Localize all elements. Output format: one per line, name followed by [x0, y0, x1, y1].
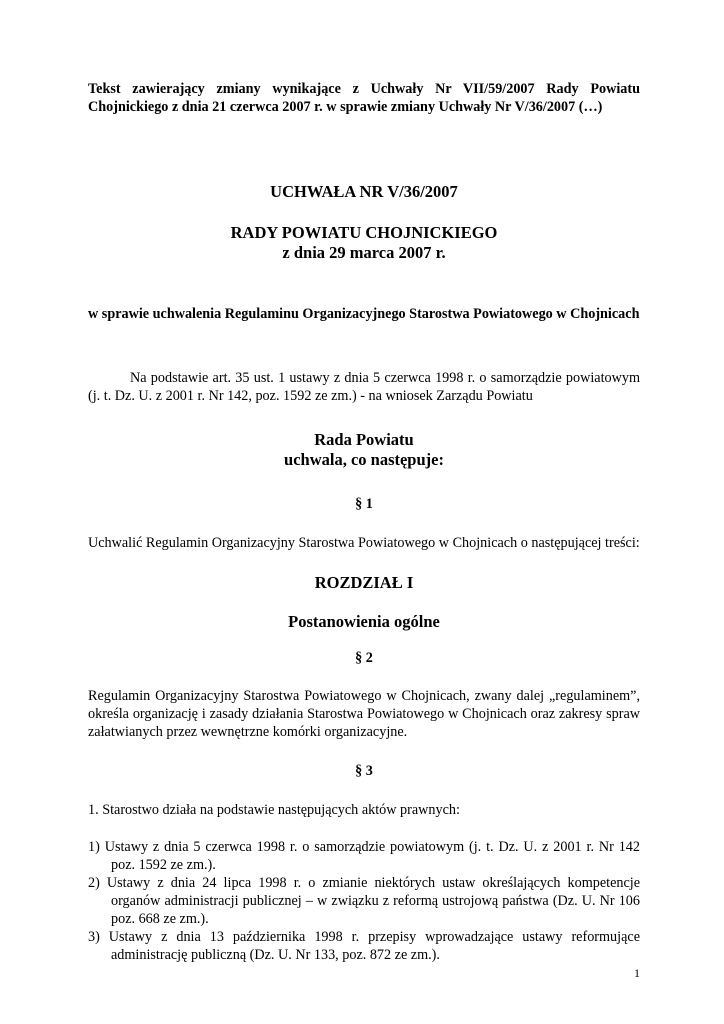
section-2-text: Regulamin Organizacyjny Starostwa Powiatowego w Chojnicach, zwany dalej „regulaminem”, określa organizację i zasady działania Starostwa Powiatowego w Chojnicach oraz zakresy spraw załatwianych przez wewnętrzne komórki organizacyjne.: [88, 688, 640, 740]
document-page: [88, 80, 640, 964]
resolves-heading-council: Rada Powiatu: [314, 430, 414, 449]
list-item: 1) Ustawy z dnia 5 czerwca 1998 r. o samorządzie powiatowym (j. t. Dz. U. z 2001 r. Nr 142 poz. 1592 ze zm.).: [88, 839, 640, 873]
amendment-note: Tekst zawierający zmiany wynikające z Uchwały Nr VII/59/2007 Rady Powiatu Chojnickiego z dnia 21 czerwca 2007 r. w sprawie zmiany Uchwały Nr V/36/2007 (…): [88, 81, 640, 115]
section-1-text: Uchwalić Regulamin Organizacyjny Starostwa Powiatowego w Chojnicach o następującej treści:: [88, 535, 640, 551]
section-3-intro: 1. Starostwo działa na podstawie następujących aktów prawnych:: [88, 802, 460, 818]
legal-basis: Na podstawie art. 35 ust. 1 ustawy z dnia 5 czerwca 1998 r. o samorządzie powiatowym (j. t. Dz. U. z 2001 r. Nr 142, poz. 1592 ze zm.) - na wniosek Zarządu Powiatu: [88, 370, 640, 404]
resolution-number: UCHWAŁA NR V/36/2007: [270, 182, 458, 201]
section-3-mark: § 3: [355, 763, 373, 779]
resolution-subject: w sprawie uchwalenia Regulaminu Organizacyjnego Starostwa Powiatowego w Chojnicach: [88, 306, 640, 322]
section-1-mark: § 1: [355, 496, 373, 512]
page-number: 1: [634, 966, 640, 980]
chapter-1-title: ROZDZIAŁ I: [314, 573, 414, 592]
council-name: RADY POWIATU CHOJNICKIEGO: [230, 223, 498, 242]
resolves-heading-text: uchwala, co następuje:: [284, 450, 444, 469]
chapter-1-subtitle: Postanowienia ogólne: [288, 612, 440, 631]
resolution-date: z dnia 29 marca 2007 r.: [282, 243, 446, 262]
section-2-mark: § 2: [355, 650, 373, 666]
list-item: 2) Ustawy z dnia 24 lipca 1998 r. o zmianie niektórych ustaw określających kompetencje organów administracji publicznej – w związku z reformą ustrojową państwa (Dz. U. Nr 106 poz. 668 ze zm.).: [88, 875, 640, 927]
legal-acts-list: [88, 838, 640, 964]
list-item: 3) Ustawy z dnia 13 października 1998 r. przepisy wprowadzające ustawy reformujące administrację publiczną (Dz. U. Nr 133, poz. 872 ze zm.).: [88, 929, 640, 963]
